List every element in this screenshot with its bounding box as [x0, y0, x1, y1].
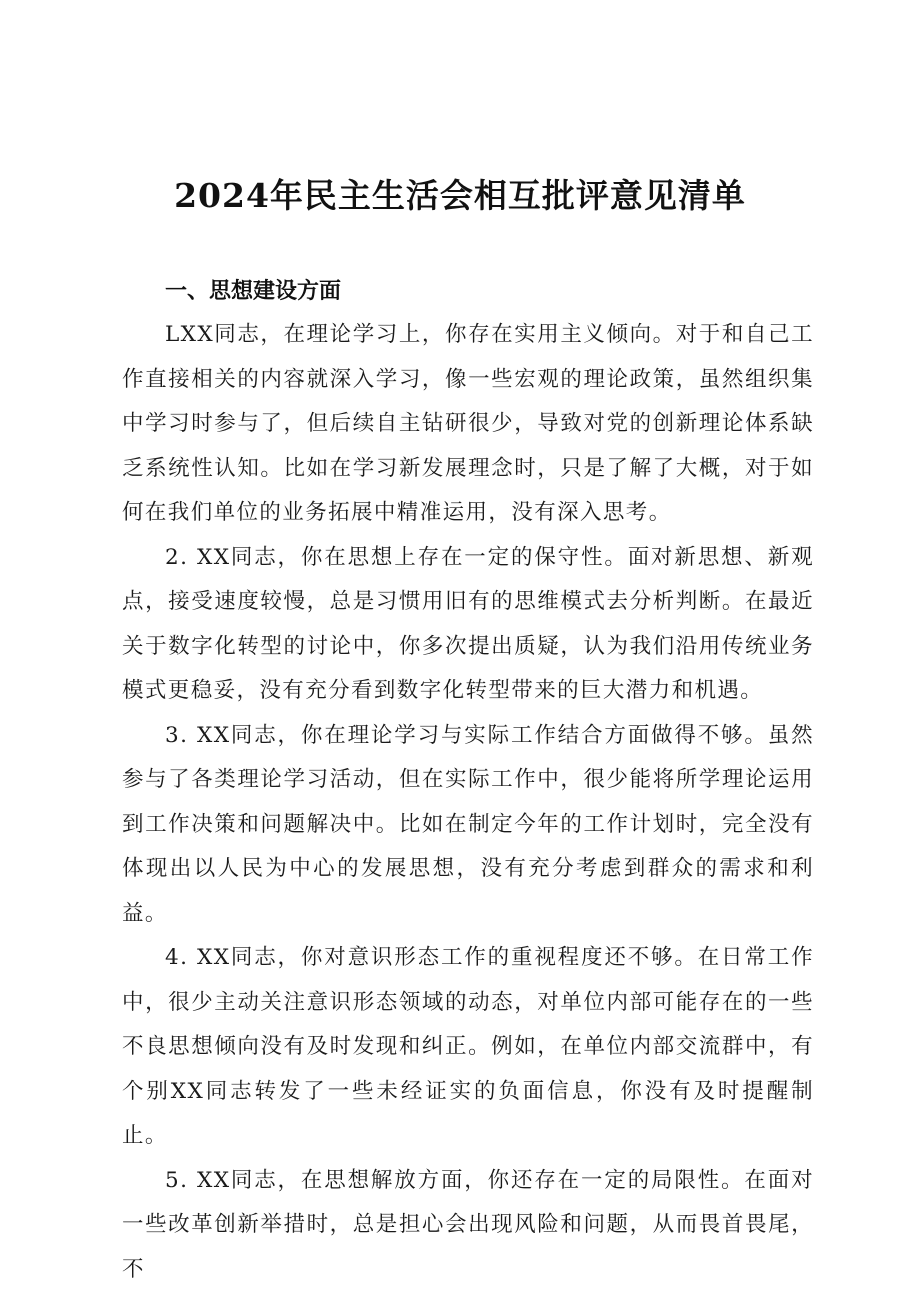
document-body [122, 313, 814, 1292]
paragraph-4: 4. XX同志，你对意识形态工作的重视程度还不够。在日常工作中，很少主动关注意识形态领域的动态，对单位内部可能存在的一些不良思想倾向没有及时发现和纠正。例如，在单位内部交流群中，有个别XX同志转发了一些未经证实的负面信息，你没有及时提醒制止。 [122, 945, 814, 1148]
paragraph-3: 3. XX同志，你在理论学习与实际工作结合方面做得不够。虽然参与了各类理论学习活动，但在实际工作中，很少能将所学理论运用到工作决策和问题解决中。比如在制定今年的工作计划时，完全没有体现出以人民为中心的发展思想，没有充分考虑到群众的需求和利益。 [122, 722, 814, 926]
paragraph-5: 5. XX同志，在思想解放方面，你还存在一定的局限性。在面对一些改革创新举措时，总是担心会出现风险和问题，从而畏首畏尾，不 [122, 1167, 814, 1282]
document-title: 2024年民主生活会相互批评意见清单 [174, 176, 746, 215]
section-heading: 一、思想建设方面 [165, 279, 342, 304]
paragraph-1: LXX同志，在理论学习上，你存在实用主义倾向。对于和自己工作直接相关的内容就深入学习，像一些宏观的理论政策，虽然组织集中学习时参与了，但后续自主钻研很少，导致对党的创新理论体系缺乏系统性认知。比如在学习新发展理念时，只是了解了大概，对于如何在我们单位的业务拓展中精准运用，没有深入思考。 [122, 322, 814, 525]
paragraph-2: 2. XX同志，你在思想上存在一定的保守性。面对新思想、新观点，接受速度较慢，总是习惯用旧有的思维模式去分析判断。在最近关于数字化转型的讨论中，你多次提出质疑，认为我们沿用传统业务模式更稳妥，没有充分看到数字化转型带来的巨大潜力和机遇。 [122, 544, 814, 703]
